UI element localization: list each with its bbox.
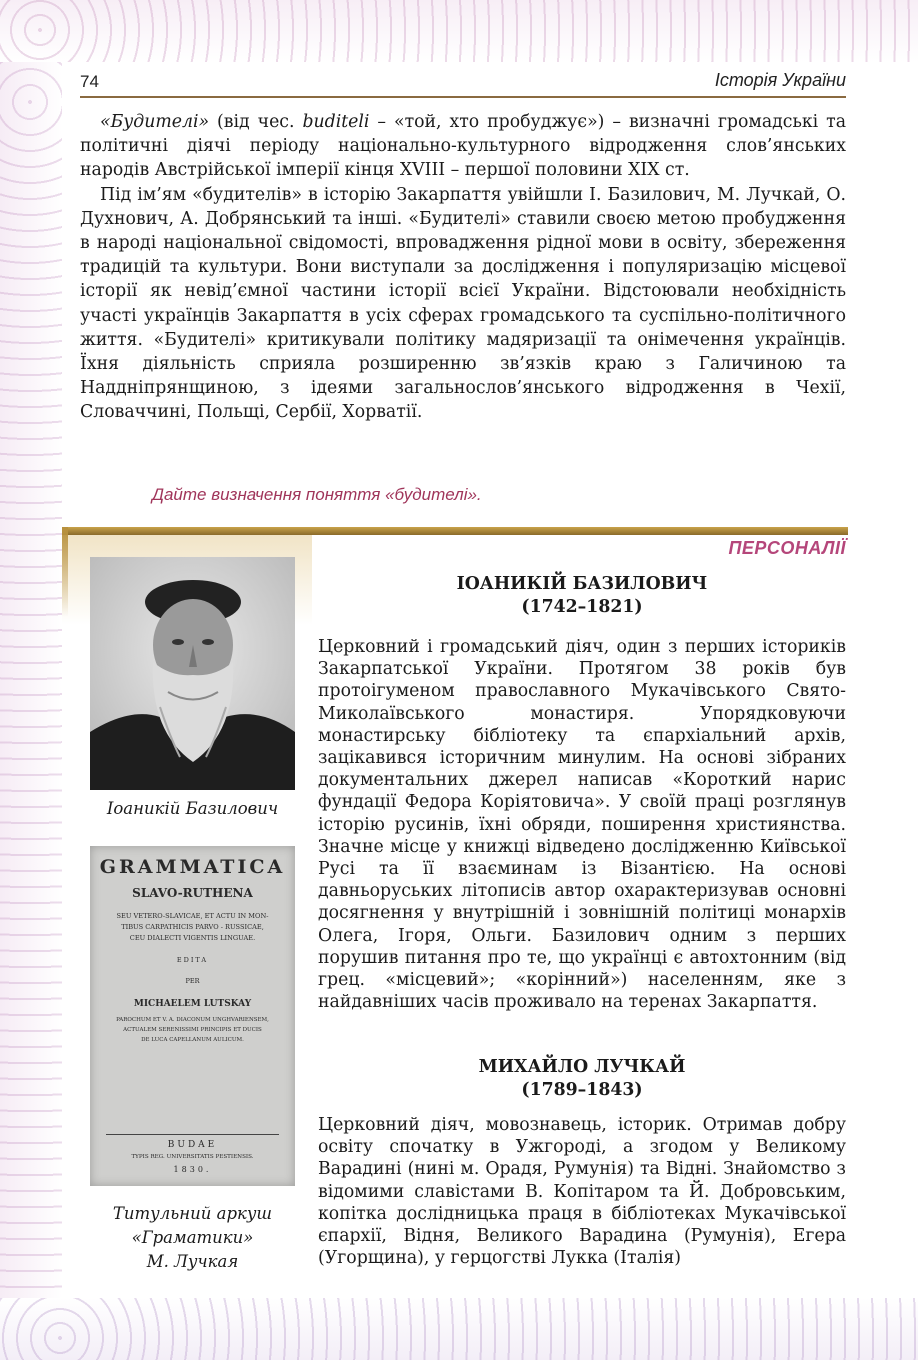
person1-years: (1742–1821): [521, 597, 643, 617]
page-header: [80, 68, 846, 98]
tp-line-3: SEU VETERO-SLAVICAE, ET ACTU IN MON-: [116, 912, 269, 920]
title-page-image: [90, 846, 295, 1186]
tp-subtitle: SLAVO-RUTHENA: [132, 886, 253, 900]
tp-author: MICHAELEM LUTSKAY: [133, 999, 252, 1009]
tp-city: BUDAE: [167, 1140, 218, 1150]
person2-heading: [318, 1056, 846, 1102]
titlepage-caption: Титульний аркуш «Граматики» М. Лучкая: [112, 1204, 273, 1271]
tp-rule: [106, 1134, 279, 1135]
intro-paragraph-1: «Будителі» (від чес. buditeli – «той, хто пробуджує») – визначні громадські та політичні діячі періоду національно-культурного відродження слов’янських народів Австрійської імперії кінця XVIII – першої половини XIX ст.: [80, 112, 847, 181]
tp-line-9: PAROCHUM ET V. A. DIACONUM UNGHVARIENSEM,: [116, 1017, 269, 1023]
portrait-caption: Іоаникій Базилович: [106, 799, 279, 818]
tp-title: GRAMMATICA: [99, 856, 286, 878]
tp-year: 1830.: [173, 1165, 212, 1174]
person2-name: МИХАЙЛО ЛУЧКАЙ: [478, 1057, 686, 1077]
tp-per: PER: [185, 977, 200, 985]
section-label: ПЕРСОНАЛІЇ: [728, 538, 846, 558]
book-title: Історія України: [714, 70, 846, 90]
person2-bio: Церковний діяч, мовознавець, історик. Отримав добру освіту спочатку в Ужгороді, а згодом у Великому Варадині (нині м. Орадя, Румунія) та Відні. Знайомство з відомими славістами В. Копітаром та Й. Добровським, копітка дослідницька праця в бібліотеках Мукачівської єпархії, Відня, Великого Варадина (Румунія), Егера (Угорщина), у герцогстві Лукка (Італія): [318, 1115, 846, 1269]
ornamental-border-left: [0, 62, 62, 1298]
intro-paragraph-2: Під ім’ям «будителів» в історію Закарпаття увійшли І. Базилович, М. Лучкай, О. Духнович, А. Добрянський та інші. «Будителі» ставили своєю метою пробудження в народі національної свідомості, впровадження рідної мови в освіту, збереження традицій та культури. Вони виступали за дослідження і популяризацію місцевої історії як невід’ємної частини історії всієї України. Відстоювали необхідність участі українців Закарпаття в усіх сферах громадського та суспільно-політичного життя. «Будителі» критикували політику мадяризації та онімечення українців. Їхня діяльність сприяла розширенню зв’язків краю з Галичиною та Наддніпрянщиною, з ідеями загальнослов’янського відродження в Чехії, Словаччині, Польщі, Сербії, Хорватії.: [80, 184, 846, 423]
person2-years: (1789–1843): [521, 1080, 643, 1100]
task-question: Дайте визначення поняття «будителі».: [152, 485, 482, 504]
czech-word: buditeli: [302, 112, 370, 132]
page-number: 74: [80, 72, 99, 91]
tp-line-5: CEU DIALECTI VIGENTIS LINGUAE.: [129, 934, 256, 942]
tp-line-11: DE LUCA CAPELLANUM AULICUM.: [141, 1037, 244, 1043]
term-buditeli: «Будителі»: [100, 112, 210, 132]
portrait-image: [90, 557, 295, 790]
frame-side-rule: [62, 527, 68, 617]
ornamental-border-bottom: [0, 1298, 918, 1360]
tp-line-10: ACTUALEM SERENISSIMI PRINCIPIS ET DUCIS: [123, 1027, 262, 1033]
person1-heading: [318, 573, 846, 619]
frame-top-rule: [62, 527, 848, 535]
intro-text: [80, 110, 846, 425]
person1-bio: Церковний і громадський діяч, один з перших істориків Закарпатської України. Протягом 38 років був протоігуменом православного Мукачівського Свято-Миколаївського монастиря. Упорядковуючи монастирську бібліотеку та єпархіальний архів, зацікавився історичним минулим. На основі зібраних документальних джерел написав «Короткий нарис фундації Федора Коріятовича». У своїй праці розглянув історію русинів, їхні обряди, поширення християнства. Значне місце у книжці відведено дослідженню Київської Русі та її взаєминам із Візантією. На основі давньоруських літописів автор охарактеризував основні досягнення у внутрішній і зовнішній політиці монархів Олега, Ігоря, Ольги. Базилович одним з перших порушив питання про те, що українці є автохтонним (від грец. «місцевий»; «корінний») населенням, яке з найдавніших часів проживало на теренах Закарпаття.: [318, 637, 846, 1013]
tp-edita: EDITA: [176, 956, 209, 964]
tp-line-4: TIBUS CARPATHICIS PARVO - RUSSICAE,: [121, 923, 264, 931]
ornamental-border-top: [0, 0, 918, 62]
tp-printer: TYPIS REG. UNIVERSITATIS PESTIENSIS.: [131, 1154, 254, 1160]
person1-name: ІОАНИКІЙ БАЗИЛОВИЧ: [456, 574, 708, 594]
